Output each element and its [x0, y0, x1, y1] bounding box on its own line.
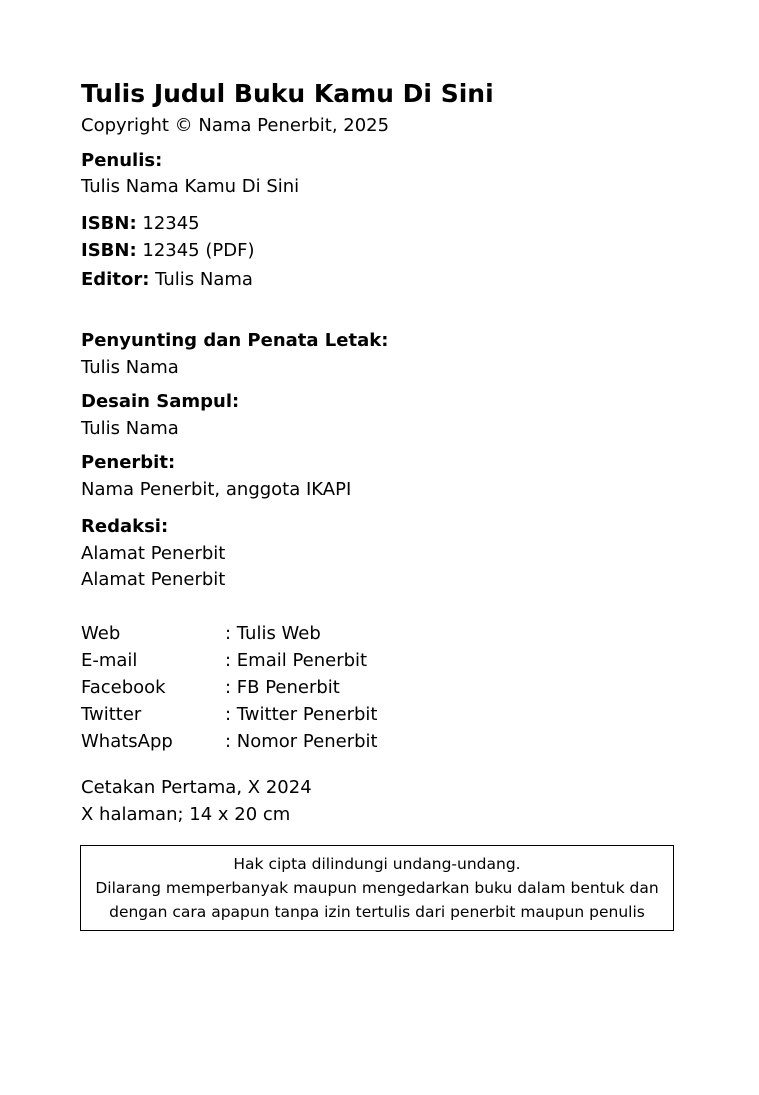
- contact-value: : Nomor Penerbit: [225, 731, 378, 752]
- author-value: Tulis Nama Kamu Di Sini: [81, 176, 300, 197]
- cover-design-label: Desain Sampul:: [81, 391, 240, 412]
- editor-label: Editor:: [81, 269, 150, 290]
- contact-label: Facebook: [81, 677, 166, 698]
- copyright-notice-box: [80, 845, 674, 931]
- contact-label: Twitter: [81, 704, 142, 725]
- redaction-label: Redaksi:: [81, 516, 169, 537]
- copyright-line: Copyright © Nama Penerbit, 2025: [81, 115, 390, 136]
- contact-row-facebook: [81, 677, 340, 699]
- book-title: Tulis Judul Buku Kamu Di Sini: [81, 79, 494, 108]
- notice-line: Hak cipta dilindungi undang-undang.: [233, 855, 521, 873]
- redaction-address-1: Alamat Penerbit: [81, 543, 226, 564]
- isbn-label: ISBN:: [81, 213, 137, 234]
- contact-row-whatsapp: [81, 731, 378, 753]
- editor-value: Tulis Nama: [149, 269, 253, 290]
- contact-value: : FB Penerbit: [225, 677, 340, 698]
- author-label: Penulis:: [81, 150, 163, 171]
- edition-line: Cetakan Pertama, X 2024: [81, 777, 312, 798]
- notice-line: Dilarang memperbanyak maupun mengedarkan buku dalam bentuk dan: [95, 879, 659, 897]
- contact-label: WhatsApp: [81, 731, 173, 752]
- cover-design-value: Tulis Nama: [81, 418, 179, 439]
- isbn-pdf-line: [81, 240, 254, 262]
- publisher-value: Nama Penerbit, anggota IKAPI: [81, 479, 352, 500]
- layout-editor-label: Penyunting dan Penata Letak:: [81, 330, 389, 351]
- layout-editor-value: Tulis Nama: [81, 357, 179, 378]
- redaction-address-2: Alamat Penerbit: [81, 569, 226, 590]
- contact-value: : Email Penerbit: [225, 650, 368, 671]
- publisher-label: Penerbit:: [81, 452, 176, 473]
- contact-value: : Tulis Web: [225, 623, 321, 644]
- isbn-pdf-value: 12345 (PDF): [136, 240, 255, 261]
- contact-row-twitter: [81, 704, 378, 726]
- contact-label: Web: [81, 623, 121, 644]
- contact-value: : Twitter Penerbit: [225, 704, 378, 725]
- isbn-line: [81, 213, 200, 235]
- contact-row-web: [81, 623, 321, 645]
- contact-label: E-mail: [81, 650, 138, 671]
- isbn-value: 12345: [136, 213, 200, 234]
- editor-line: [81, 269, 253, 291]
- contact-row-email: [81, 650, 367, 672]
- pages-size-line: X halaman; 14 x 20 cm: [81, 804, 291, 825]
- isbn-pdf-label: ISBN:: [81, 240, 137, 261]
- notice-line: dengan cara apapun tanpa izin tertulis dari penerbit maupun penulis: [109, 903, 645, 921]
